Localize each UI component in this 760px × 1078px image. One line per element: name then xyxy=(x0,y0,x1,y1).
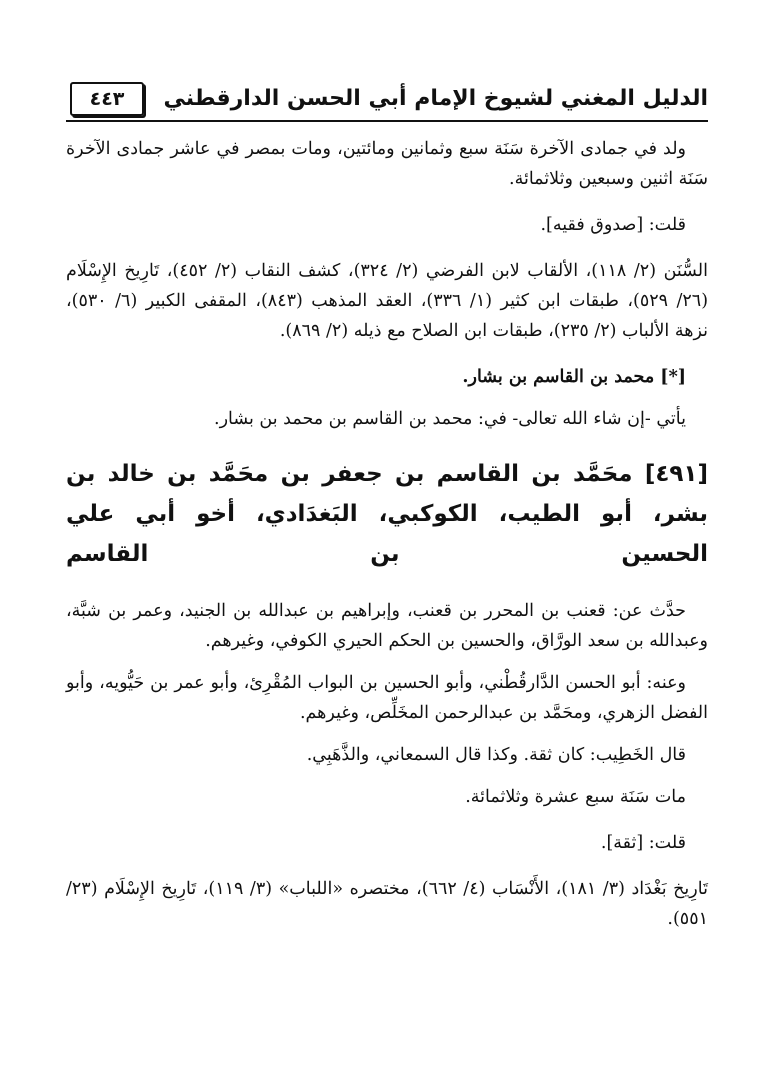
prev-entry-verdict: قلت: [صدوق فقيه]. xyxy=(540,215,686,235)
entry-verdict: قلت: [ثقة]. xyxy=(600,833,686,853)
cross-reference-heading: [*] محمد بن القاسم بن بشار. xyxy=(462,367,686,387)
entry-sources: تَارِيخ بَغْدَاد (٣/ ١٨١)، الأَنْسَاب (٤/ ٦٦٢)، مختصره «اللباب» (٣/ ١١٩)، تَارِيخ الإِسْلَام (٢٣/ ٥٥١). xyxy=(66,879,708,929)
cross-reference-note: يأتي -إن شاء الله تعالى- في: محمد بن القاسم بن محمد بن بشار. xyxy=(214,409,686,429)
prev-entry-sources: السُّنَن (٢/ ١١٨)، الألقاب لابن الفرضي (٢/ ٣٢٤)، كشف النقاب (٢/ ٤٥٢)، تَارِيخ الإِسْلَام (٢٦/ ٥٢٩)، طبقات ابن كثير (١/ ٣٣٦)، العقد المذهب (٨٤٣)، المقفى الكبير (٦/ ٥٣٠)، نزهة الألباب (٢/ ٢٣٥)، طبقات ابن الصلاح مع ذيله (٢/ ٨٦٩). xyxy=(66,261,709,341)
entry-teachers: حدَّث عن: قعنب بن المحرر بن قعنب، وإبراهيم بن عبدالله بن الجنيد، وعمر بن شبَّة، وعبدالله بن سعد الورَّاق، والحسين بن الحكم الحيري الكوفي، وغيرهم. xyxy=(66,601,708,651)
running-title: الدليل المغني لشيوخ الإمام أبي الحسن الدارقطني xyxy=(163,86,708,111)
entry-death: مات سَنَة سبع عشرة وثلاثمائة. xyxy=(465,787,686,807)
page-body xyxy=(66,134,708,934)
entry-students: وعنه: أبو الحسن الدَّارقُطْني، وأبو الحسين بن البواب المُقْرِئ، وأبو عمر بن حَيُّويه، وأبو الفضل الزهري، ومحَمَّد بن عبدالرحمن المخَلِّص، وغيرهم. xyxy=(66,673,708,723)
entry-title: [٤٩١] محَمَّد بن القاسم بن جعفر بن محَمَّد بن خالد بن بشر، أبو الطيب، الكوكبي، البَغدَادي، أخو أبي علي الحسين بن القاسم xyxy=(66,461,708,567)
page-number: ٤٤٣ xyxy=(70,82,144,116)
header-rule xyxy=(66,120,708,122)
birth-death-paragraph: ولد في جمادى الآخرة سَنَة سبع وثمانين ومائتين، ومات بمصر في عاشر جمادى الآخرة سَنَة اثنين وسبعين وثلاثمائة. xyxy=(66,139,708,189)
entry-khatib-quote: قال الخَطِيب: كان ثقة. وكذا قال السمعاني، والذَّهَبِي. xyxy=(306,745,686,765)
page-header xyxy=(66,82,708,122)
